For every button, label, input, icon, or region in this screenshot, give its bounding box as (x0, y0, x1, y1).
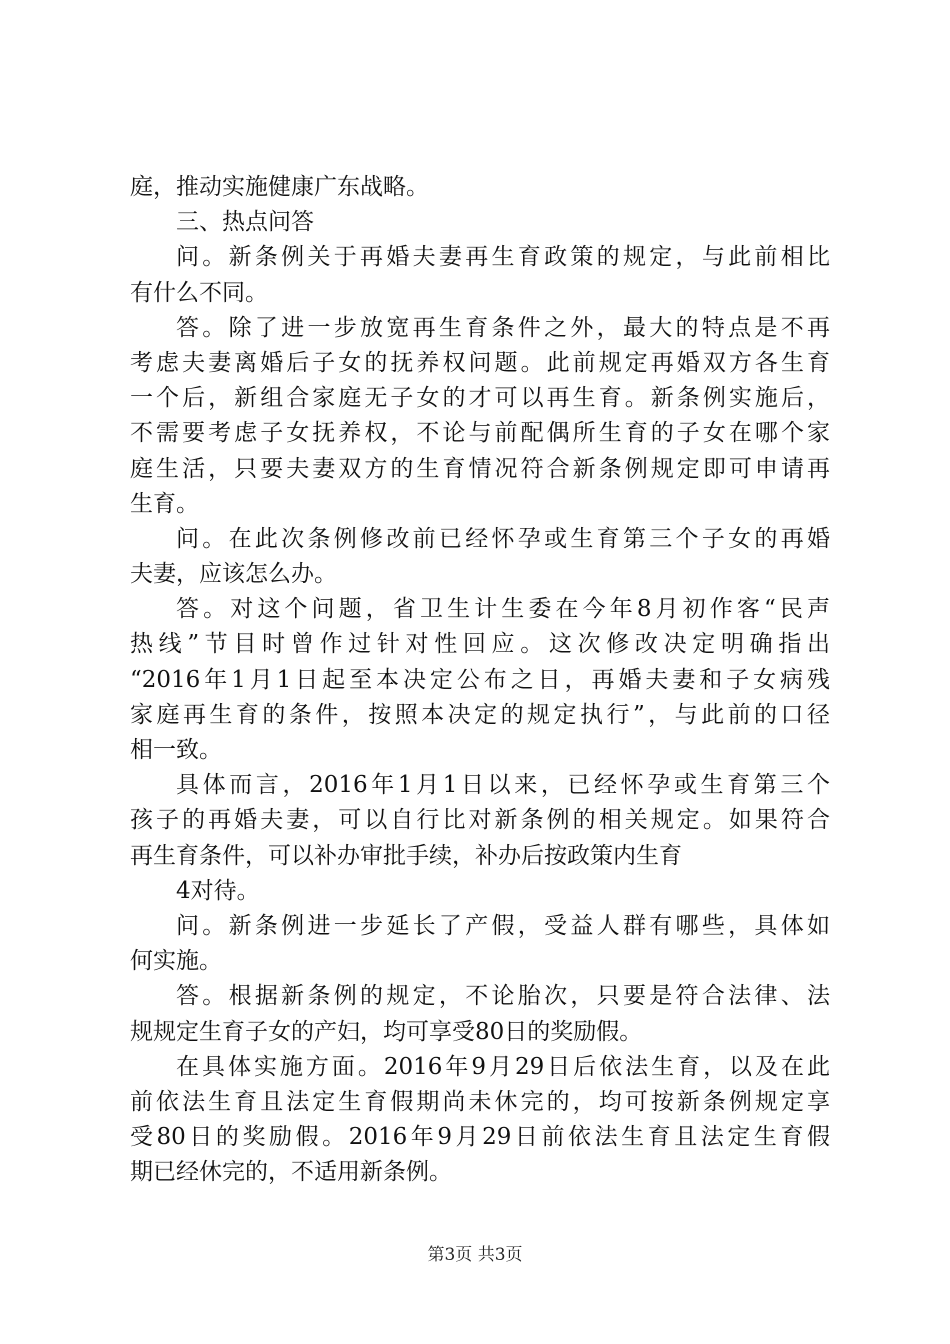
text-line: 在具体实施方面。2016年9月29日后依法生育，以及在此 (176, 1053, 830, 1080)
text-line: 一个后，新组合家庭无子女的才可以再生育。新条例实施后， (130, 385, 830, 412)
text-line: 夫妻，应该怎么办。 (130, 561, 337, 588)
text-line: 再生育条件，可以补办审批手续，补办后按政策内生育 (130, 842, 682, 869)
text-line: 不需要考虑子女抚养权，不论与前配偶所生育的子女在哪个家 (130, 420, 830, 447)
text-line: “2016年1月1日起至本决定公布之日，再婚夫妻和子女病残 (130, 666, 830, 693)
text-line: 何实施。 (130, 948, 222, 975)
text-line: 期已经休完的，不适用新条例。 (130, 1159, 452, 1186)
text-line: 问。在此次条例修改前已经怀孕或生育第三个子女的再婚 (176, 525, 830, 552)
text-line: 前依法生育且法定生育假期尚未休完的，均可按新条例规定享 (130, 1088, 830, 1115)
text-line: 相一致。 (130, 737, 222, 763)
text-line: 孩子的再婚夫妻，可以自行比对新条例的相关规定。如果符合 (130, 807, 830, 834)
document-body (130, 170, 830, 1190)
text-line: 答。根据新条例的规定，不论胎次，只要是符合法律、法 (176, 983, 830, 1010)
text-line: 4对待。 (176, 877, 260, 904)
text-line: 规规定生育子女的产妇，均可享受80日的奖励假。 (130, 1018, 643, 1045)
text-line: 三、热点问答 (176, 209, 314, 236)
text-line: 考虑夫妻离婚后子女的抚养权问题。此前规定再婚双方各生育 (130, 349, 830, 376)
page-footer: 第3页 共3页 (427, 1245, 523, 1265)
text-line: 家庭再生育的条件，按照本决定的规定执行”，与此前的口径 (130, 701, 830, 728)
text-line: 庭生活，只要夫妻双方的生育情况符合新条例规定即可申请再 (130, 455, 830, 482)
text-line: 有什么不同。 (130, 279, 268, 306)
text-line: 庭，推动实施健康广东战略。 (130, 174, 429, 200)
text-line: 受80日的奖励假。2016年9月29日前依法生育且法定生育假 (130, 1124, 830, 1151)
text-line: 热线”节目时曾作过针对性回应。这次修改决定明确指出 (130, 631, 830, 658)
text-line: 答。对这个问题，省卫生计生委在今年8月初作客“民声 (176, 596, 830, 623)
text-line: 具体而言，2016年1月1日以来，已经怀孕或生育第三个 (176, 772, 830, 799)
text-line: 问。新条例进一步延长了产假，受益人群有哪些，具体如 (176, 912, 830, 939)
text-line: 答。除了进一步放宽再生育条件之外，最大的特点是不再 (176, 314, 830, 341)
text-line: 问。新条例关于再婚夫妻再生育政策的规定，与此前相比 (176, 244, 830, 271)
text-line: 生育。 (130, 490, 199, 517)
